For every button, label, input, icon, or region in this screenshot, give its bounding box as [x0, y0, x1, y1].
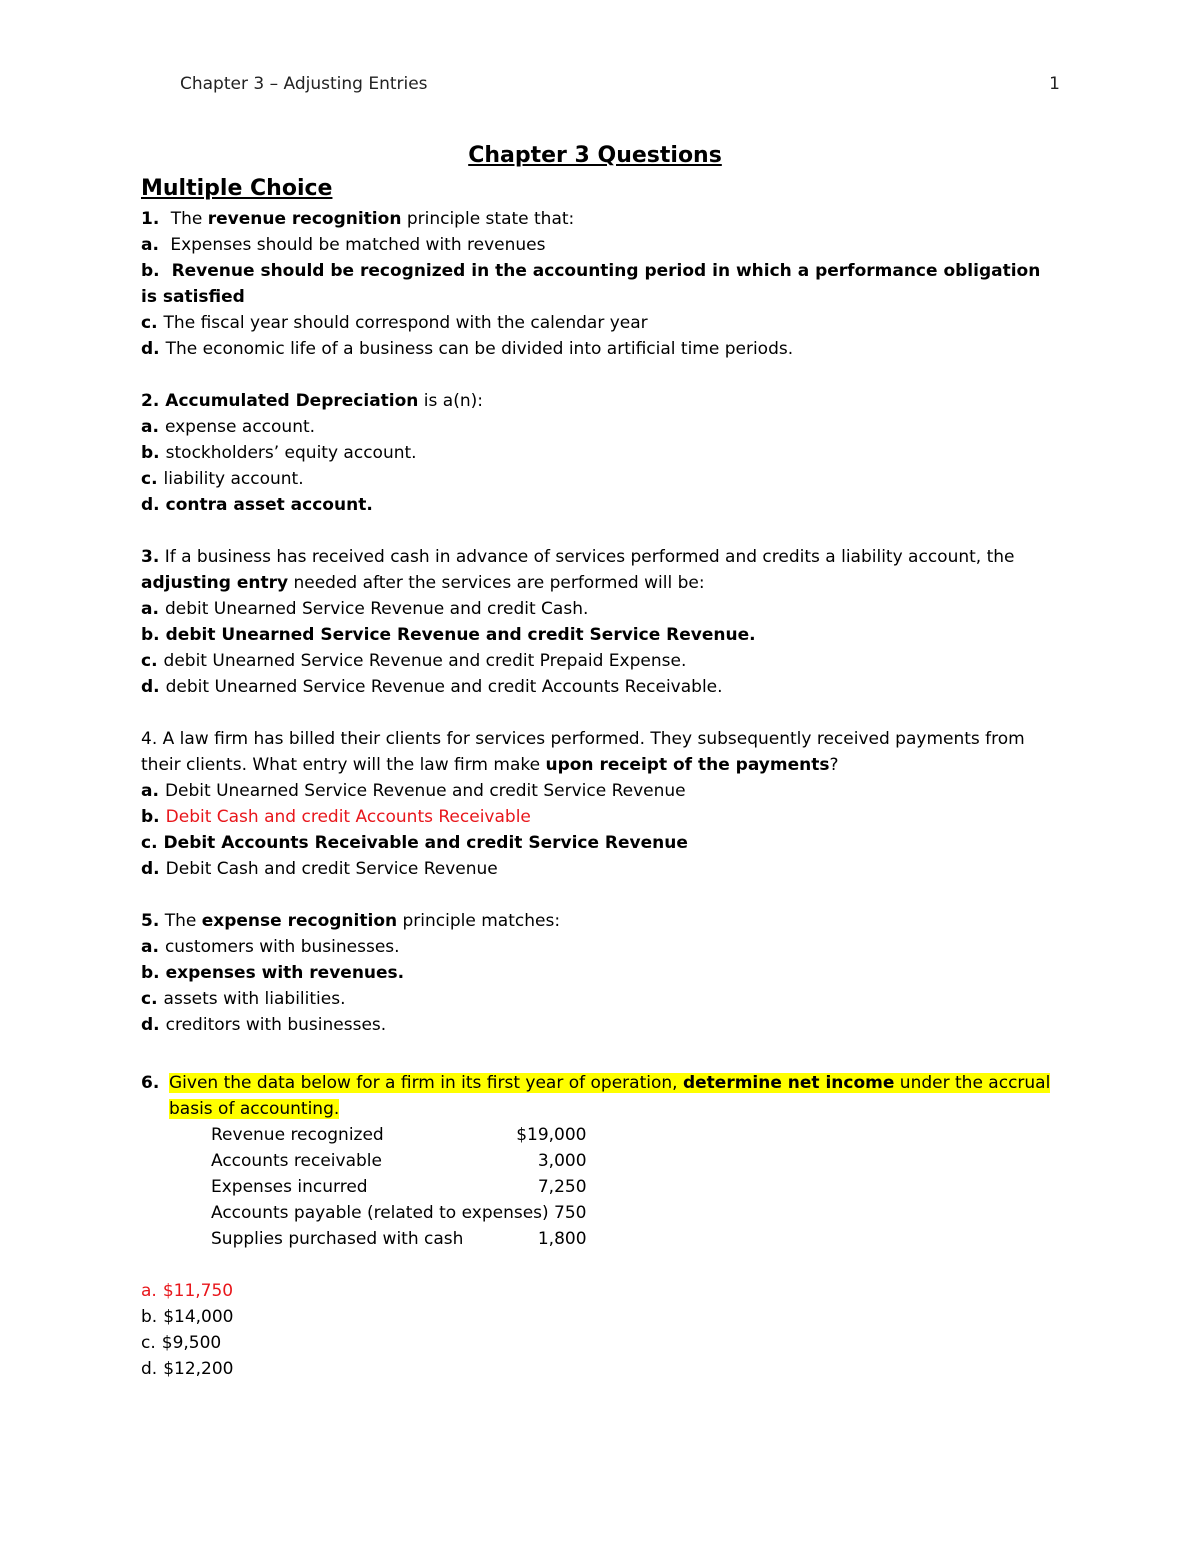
- table-row: Accounts receivable 3,000: [211, 1151, 587, 1171]
- question-2: [141, 388, 1081, 518]
- option-d: d. creditors with businesses.: [141, 1015, 387, 1035]
- document-title: Chapter 3 Questions: [468, 143, 722, 168]
- question-stem-continued: adjusting entry needed after the services are performed will be:: [141, 573, 705, 593]
- question-stem-continued: their clients. What entry will the law firm make upon receipt of the payments?: [141, 755, 839, 775]
- highlighted-text: basis of accounting.: [169, 1099, 340, 1119]
- question-stem: 2. Accumulated Depreciation is a(n):: [141, 391, 483, 411]
- key-term: upon receipt of the payments: [545, 755, 830, 775]
- option-a: a. Expenses should be matched with revenues: [141, 235, 546, 255]
- option-c: c. assets with liabilities.: [141, 989, 346, 1009]
- option-a: a. Debit Unearned Service Revenue and credit Service Revenue: [141, 781, 686, 801]
- option-b: b. debit Unearned Service Revenue and credit Service Revenue.: [141, 625, 756, 645]
- running-header: Chapter 3 – Adjusting Entries: [180, 74, 428, 94]
- option-d: d. contra asset account.: [141, 495, 373, 515]
- question-number: 6.: [141, 1073, 160, 1093]
- question-number: 2.: [141, 391, 160, 411]
- given-data-table: [211, 1122, 587, 1252]
- page-number: 1: [1049, 74, 1060, 94]
- option-a: a. expense account.: [141, 417, 316, 437]
- question-1: [141, 206, 1081, 362]
- option-d: d. debit Unearned Service Revenue and credit Accounts Receivable.: [141, 677, 723, 697]
- option-d: d. $12,200: [141, 1359, 234, 1379]
- option-a: a. $11,750: [141, 1281, 234, 1301]
- option-c: c. Debit Accounts Receivable and credit Service Revenue: [141, 833, 688, 853]
- key-term: expense recognition: [201, 911, 398, 931]
- question-stem-continued: [169, 1096, 1081, 1122]
- table-row: Revenue recognized $19,000: [211, 1125, 587, 1145]
- option-c: c. liability account.: [141, 469, 304, 489]
- table-row: Supplies purchased with cash 1,800: [211, 1229, 587, 1249]
- option-c: c. $9,500: [141, 1333, 222, 1353]
- option-b: b. expenses with revenues.: [141, 963, 405, 983]
- option-b: b. Revenue should be recognized in the accounting period in which a performance obligation: [141, 261, 1041, 281]
- question-6: [141, 1070, 1081, 1382]
- red-answer-text: Debit Cash and credit Accounts Receivable: [165, 807, 531, 827]
- option-b: b. $14,000: [141, 1307, 234, 1327]
- question-4: [141, 726, 1081, 882]
- option-c: c. debit Unearned Service Revenue and credit Prepaid Expense.: [141, 651, 687, 671]
- question-5: [141, 908, 1081, 1038]
- option-b-continued: is satisfied: [141, 287, 245, 307]
- question-3: [141, 544, 1081, 700]
- key-term: adjusting entry: [141, 573, 289, 593]
- section-title: Multiple Choice: [141, 176, 333, 201]
- option-b: b. stockholders’ equity account.: [141, 443, 417, 463]
- option-a: a. customers with businesses.: [141, 937, 400, 957]
- question-number: 1.: [141, 209, 160, 229]
- questions-list: [141, 206, 1081, 1408]
- key-term: determine net income: [682, 1073, 895, 1093]
- question-number: 5.: [141, 911, 160, 931]
- option-a: a. debit Unearned Service Revenue and credit Cash.: [141, 599, 589, 619]
- key-term: Accumulated Depreciation: [165, 391, 419, 411]
- question-stem: 5. The expense recognition principle matches:: [141, 911, 561, 931]
- key-term: revenue recognition: [207, 209, 402, 229]
- question-stem: 3. If a business has received cash in advance of services performed and credits a liability account, the: [141, 547, 1015, 567]
- option-d: d. Debit Cash and credit Service Revenue: [141, 859, 498, 879]
- option-c: c. The fiscal year should correspond with the calendar year: [141, 313, 648, 333]
- question-stem: 1. The revenue recognition principle state that:: [141, 209, 575, 229]
- table-row: Expenses incurred 7,250: [211, 1177, 587, 1197]
- question-number: 3.: [141, 547, 160, 567]
- question-stem: [141, 1070, 1081, 1096]
- option-b: b. Debit Cash and credit Accounts Receivable: [141, 807, 531, 827]
- table-row: Accounts payable (related to expenses) 750: [211, 1203, 587, 1223]
- question-number: 4.: [141, 729, 158, 749]
- question-stem: 4. A law firm has billed their clients for services performed. They subsequently received payments from: [141, 729, 1025, 749]
- option-d: d. The economic life of a business can be divided into artificial time periods.: [141, 339, 794, 359]
- highlighted-text: Given the data below for a firm in its first year of operation, determine net income under the accrual: [169, 1073, 1051, 1093]
